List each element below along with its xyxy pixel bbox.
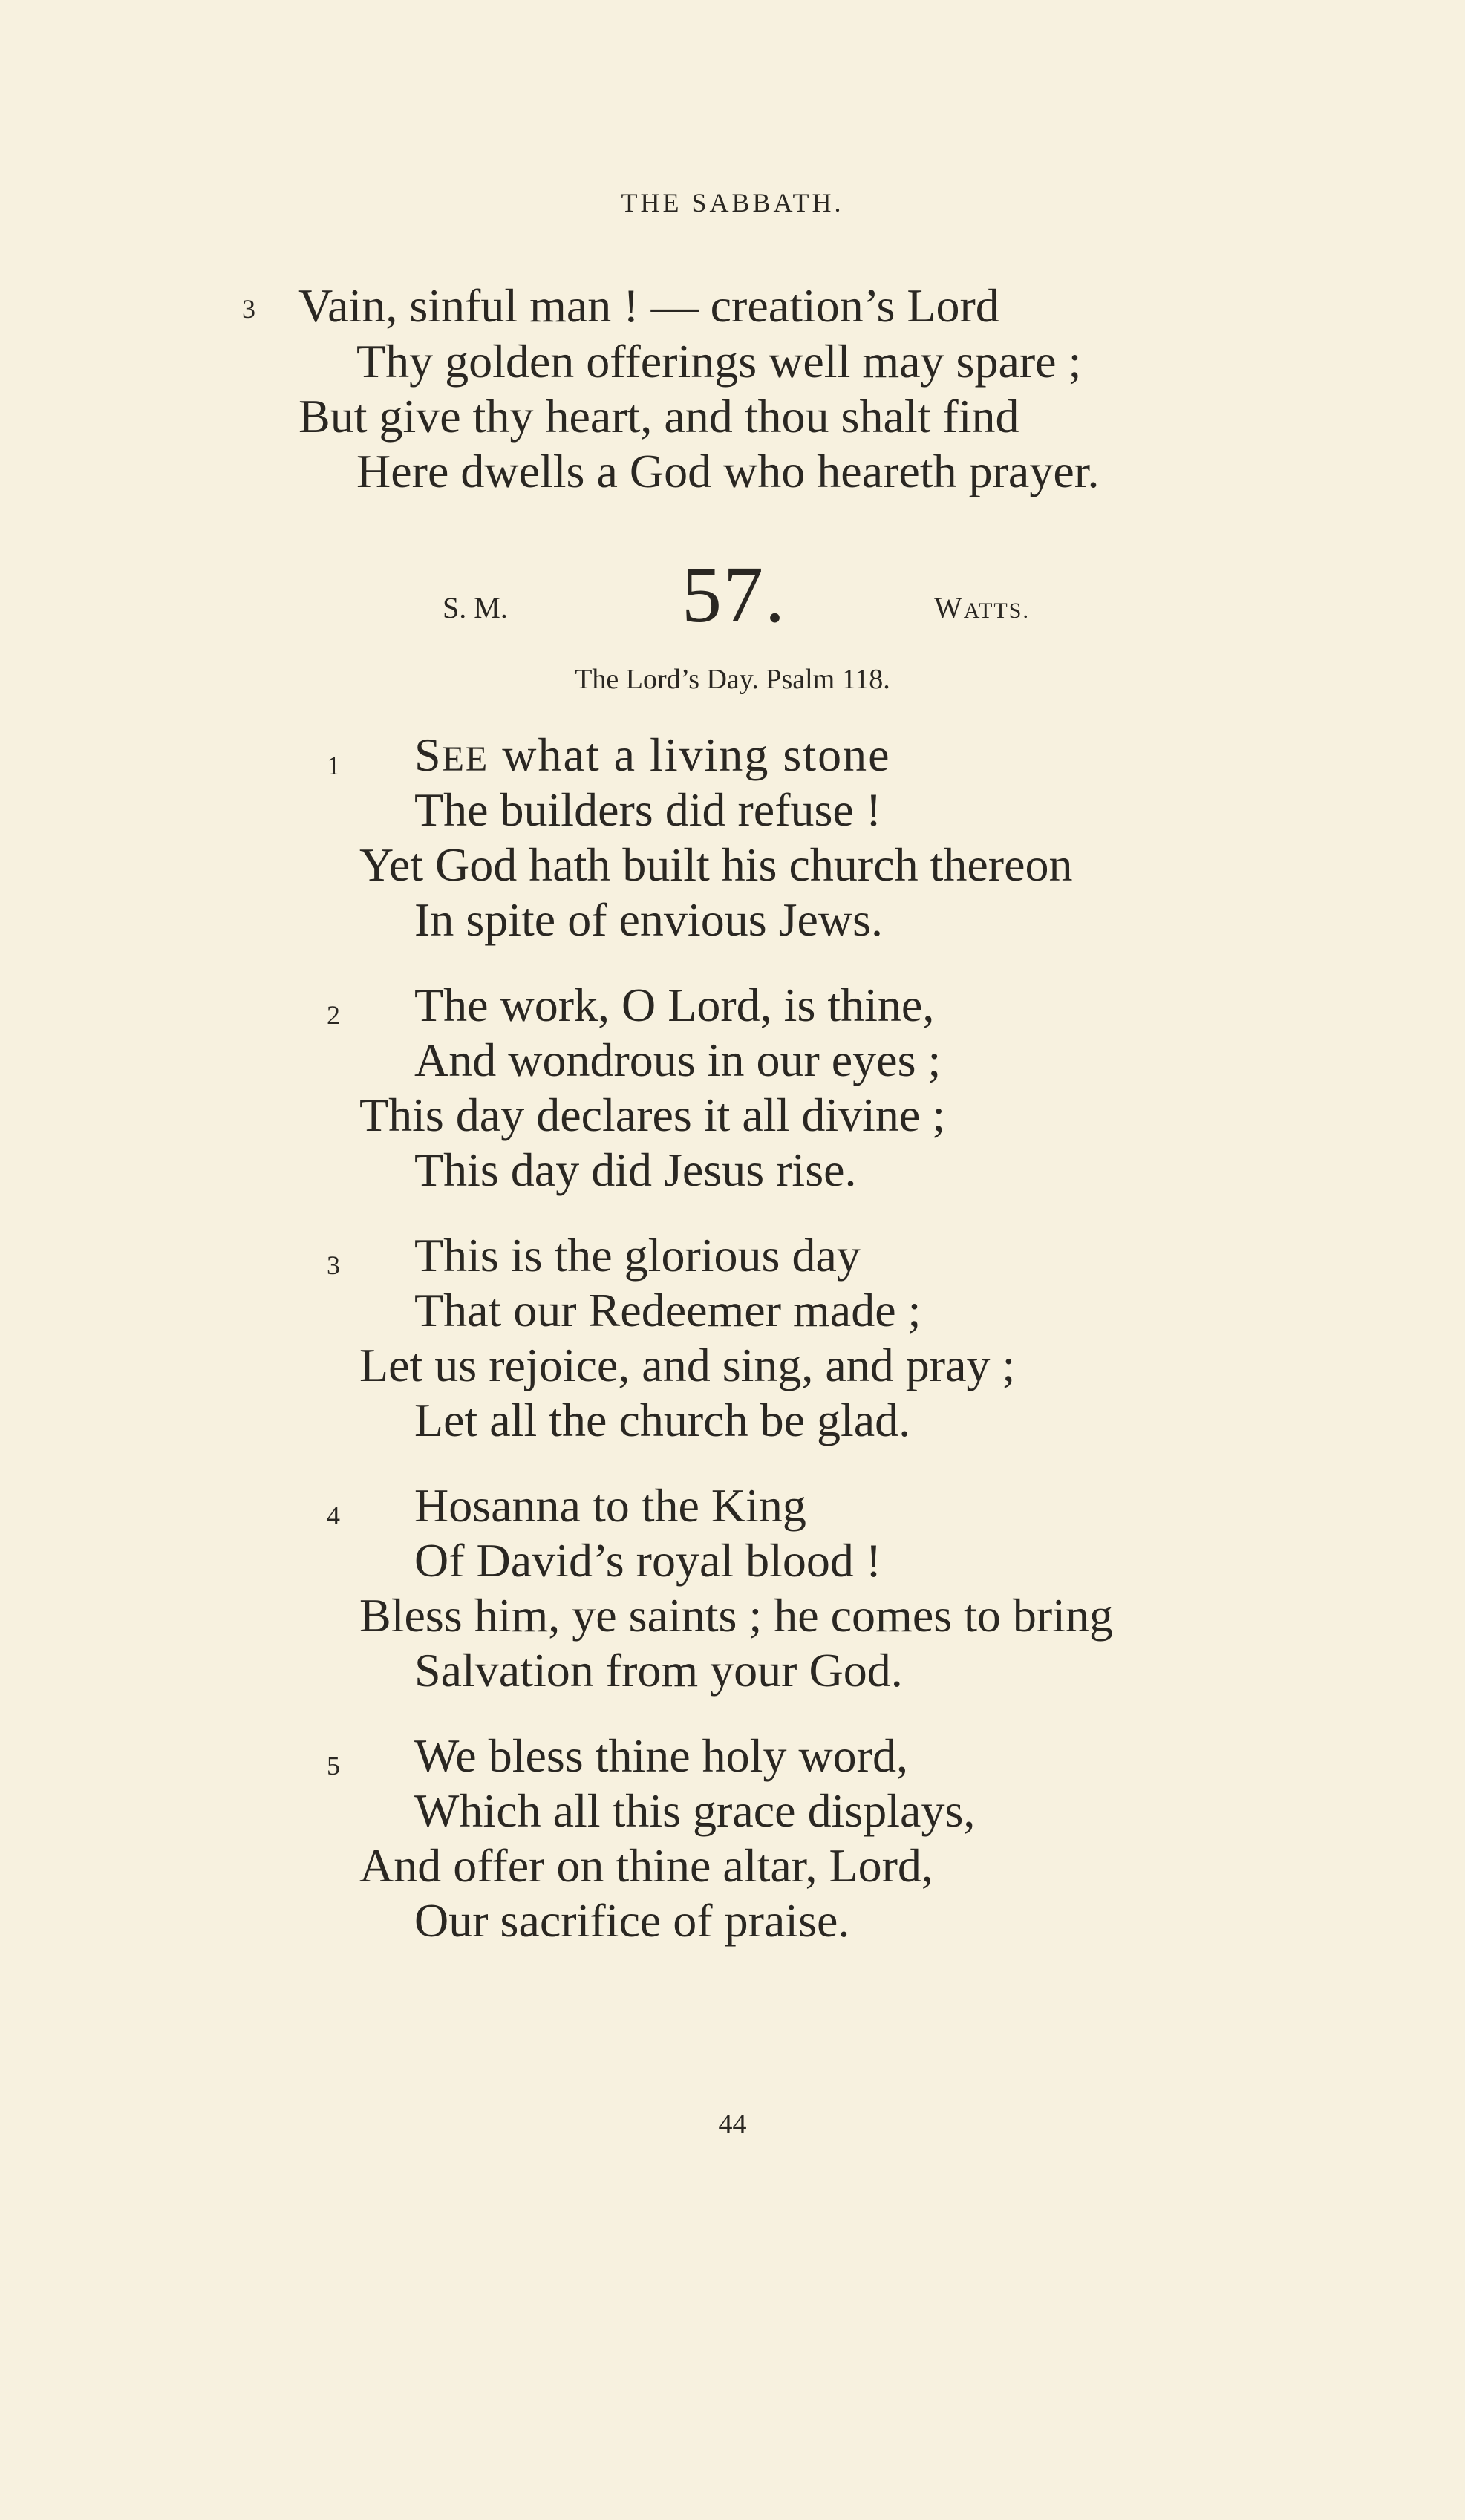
verse-line: This day did Jesus rise.	[414, 1143, 857, 1196]
verse-line: And offer on thine altar, Lord,	[359, 1839, 933, 1892]
page-number: 44	[718, 2109, 747, 2140]
verse-line: In spite of envious Jews.	[414, 893, 884, 946]
stanza-number: 2	[327, 1000, 340, 1030]
hymn-author	[934, 590, 1030, 625]
hymn-number: 57.	[682, 551, 786, 639]
verse-line: That our Redeemer made ;	[414, 1284, 921, 1336]
verse-line: This is the glorious day	[414, 1229, 861, 1282]
verse-line: But give thy heart, and thou shalt find	[298, 390, 1019, 443]
verse-line: Salvation from your God.	[414, 1644, 903, 1697]
verse-line: Vain, sinful man ! — creation’s Lord	[298, 279, 999, 332]
hymn-meter: S. M.	[443, 591, 508, 624]
verse-line: Here dwells a God who heareth prayer.	[356, 445, 1100, 497]
verse-line: Our sacrifice of praise.	[414, 1894, 850, 1947]
verse-line: This day declares it all divine ;	[359, 1088, 946, 1141]
first-word-initial: S	[414, 728, 443, 781]
stanza-number: 4	[327, 1501, 340, 1530]
hymn-subtitle: The Lord’s Day. Psalm 118.	[575, 664, 890, 695]
verse-line: The builders did refuse !	[414, 783, 882, 836]
verse-line: Of David’s royal blood !	[414, 1534, 882, 1587]
verse-line: Which all this grace displays,	[414, 1784, 976, 1837]
verse-line: Yet God hath built his church thereon	[359, 838, 1073, 891]
stanza-number: 3	[242, 294, 255, 324]
verse-line: And wondrous in our eyes ;	[414, 1034, 942, 1086]
author-rest: ATTS.	[963, 598, 1030, 623]
first-line-rest: what a living stone	[489, 728, 891, 781]
verse-line: Let us rejoice, and sing, and pray ;	[359, 1339, 1016, 1391]
author-initial: W	[934, 591, 964, 624]
verse-line: Let all the church be glad.	[414, 1394, 911, 1446]
verse-line: Bless him, ye saints ; he comes to bring	[359, 1589, 1113, 1642]
verse-line: Hosanna to the King	[414, 1479, 806, 1532]
running-head: THE SABBATH.	[621, 188, 844, 218]
stanza-number: 3	[327, 1250, 340, 1280]
stanza-number: 1	[327, 751, 340, 780]
first-word-rest: EE	[442, 740, 489, 779]
verse-line: We bless thine holy word,	[414, 1729, 908, 1782]
verse-line	[414, 728, 890, 787]
verse-line: The work, O Lord, is thine,	[414, 979, 935, 1031]
verse-line: Thy golden offerings well may spare ;	[356, 335, 1082, 388]
stanza-number: 5	[327, 1751, 340, 1780]
